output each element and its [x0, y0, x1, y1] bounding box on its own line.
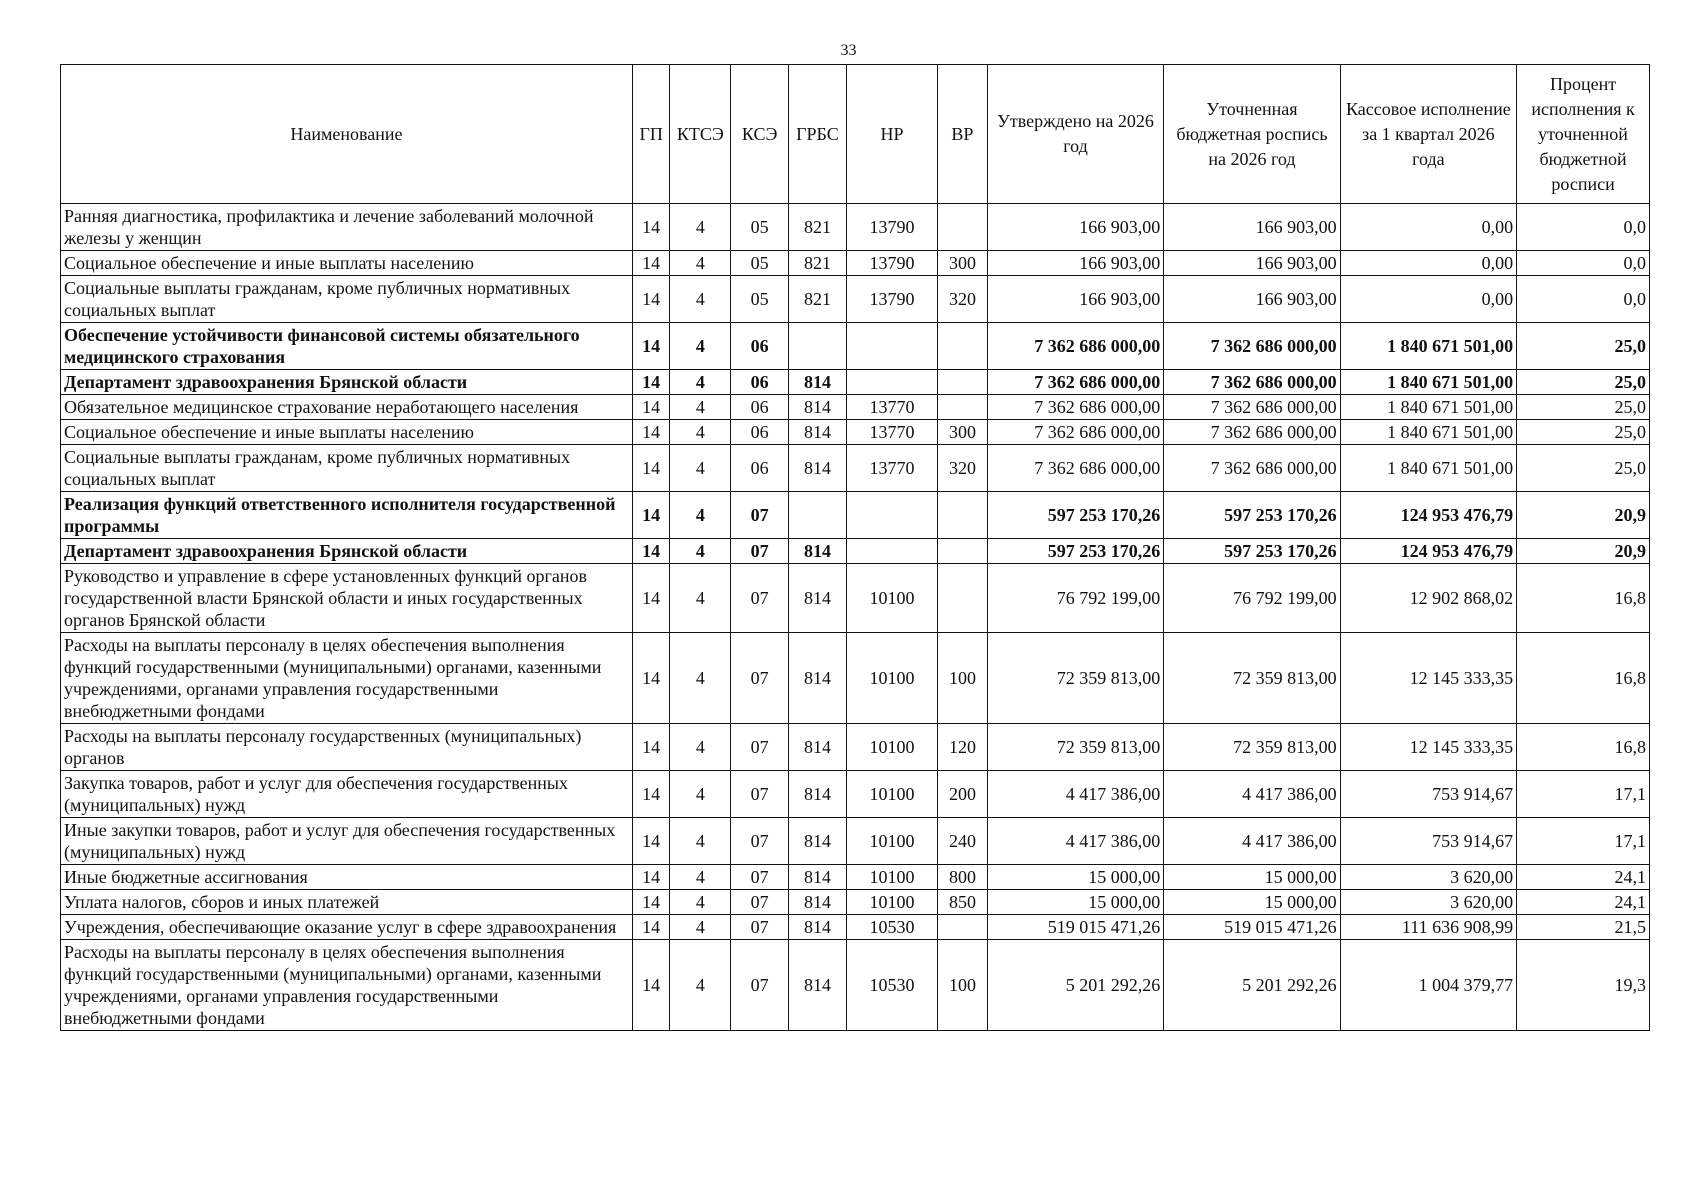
- cell-kse: 07: [731, 865, 789, 890]
- cell-gp: 14: [632, 420, 670, 445]
- cell-approved: 7 362 686 000,00: [987, 395, 1163, 420]
- cell-vr: [938, 370, 988, 395]
- cell-vr: [938, 564, 988, 633]
- cell-kse: 07: [731, 492, 789, 539]
- cell-gp: 14: [632, 724, 670, 771]
- cell-grbs: 814: [789, 633, 847, 724]
- table-row: [61, 445, 1650, 492]
- cell-refined: 15 000,00: [1164, 890, 1340, 915]
- cell-gp: 14: [632, 204, 670, 251]
- cell-percent: 21,5: [1517, 915, 1650, 940]
- table-row: [61, 370, 1650, 395]
- cell-name: Реализация функций ответственного исполнителя государственной программы: [61, 492, 633, 539]
- cell-grbs: 814: [789, 564, 847, 633]
- header-name: Наименование: [61, 65, 633, 204]
- cell-grbs: 814: [789, 771, 847, 818]
- cell-approved: 7 362 686 000,00: [987, 445, 1163, 492]
- cell-vr: 300: [938, 420, 988, 445]
- cell-gp: 14: [632, 564, 670, 633]
- cell-percent: 24,1: [1517, 890, 1650, 915]
- cell-percent: 20,9: [1517, 539, 1650, 564]
- table-row: [61, 915, 1650, 940]
- cell-name: Расходы на выплаты персоналу в целях обеспечения выполнения функций государственными (муниципальными) органами, казенными учреждениями, органами управления государственными внебюджетными фондами: [61, 633, 633, 724]
- cell-vr: 800: [938, 865, 988, 890]
- cell-percent: 17,1: [1517, 818, 1650, 865]
- cell-ktse: 4: [670, 395, 731, 420]
- table-row: [61, 395, 1650, 420]
- cell-gp: 14: [632, 633, 670, 724]
- cell-percent: 16,8: [1517, 633, 1650, 724]
- cell-percent: 25,0: [1517, 445, 1650, 492]
- table-row: [61, 539, 1650, 564]
- cell-cash: 12 145 333,35: [1340, 633, 1516, 724]
- cell-nr: 10530: [846, 940, 937, 1031]
- header-refined: Уточненная бюджетная роспись на 2026 год: [1164, 65, 1340, 204]
- cell-refined: 7 362 686 000,00: [1164, 395, 1340, 420]
- cell-kse: 06: [731, 445, 789, 492]
- cell-refined: 72 359 813,00: [1164, 724, 1340, 771]
- cell-vr: [938, 395, 988, 420]
- header-ktse: КТСЭ: [670, 65, 731, 204]
- cell-gp: 14: [632, 276, 670, 323]
- cell-cash: 1 840 671 501,00: [1340, 420, 1516, 445]
- cell-ktse: 4: [670, 724, 731, 771]
- cell-refined: 7 362 686 000,00: [1164, 323, 1340, 370]
- cell-nr: 10100: [846, 890, 937, 915]
- cell-approved: 15 000,00: [987, 890, 1163, 915]
- cell-vr: [938, 204, 988, 251]
- cell-cash: 124 953 476,79: [1340, 492, 1516, 539]
- cell-name: Закупка товаров, работ и услуг для обеспечения государственных (муниципальных) нужд: [61, 771, 633, 818]
- header-grbs: ГРБС: [789, 65, 847, 204]
- cell-approved: 76 792 199,00: [987, 564, 1163, 633]
- cell-approved: 4 417 386,00: [987, 771, 1163, 818]
- cell-percent: 25,0: [1517, 370, 1650, 395]
- cell-nr: [846, 539, 937, 564]
- cell-approved: 166 903,00: [987, 251, 1163, 276]
- cell-percent: 24,1: [1517, 865, 1650, 890]
- cell-refined: 5 201 292,26: [1164, 940, 1340, 1031]
- cell-grbs: 821: [789, 251, 847, 276]
- cell-name: Социальные выплаты гражданам, кроме публичных нормативных социальных выплат: [61, 276, 633, 323]
- table-row: [61, 865, 1650, 890]
- cell-name: Руководство и управление в сфере установленных функций органов государственной власти Брянской области и иных государственных органов Брянской области: [61, 564, 633, 633]
- cell-name: Социальные выплаты гражданам, кроме публичных нормативных социальных выплат: [61, 445, 633, 492]
- cell-approved: 166 903,00: [987, 276, 1163, 323]
- cell-vr: 320: [938, 276, 988, 323]
- cell-vr: 200: [938, 771, 988, 818]
- cell-cash: 1 840 671 501,00: [1340, 323, 1516, 370]
- cell-percent: 25,0: [1517, 395, 1650, 420]
- cell-vr: 120: [938, 724, 988, 771]
- cell-ktse: 4: [670, 818, 731, 865]
- cell-nr: 10100: [846, 724, 937, 771]
- cell-nr: [846, 370, 937, 395]
- table-row: [61, 492, 1650, 539]
- cell-grbs: 814: [789, 940, 847, 1031]
- table-row: [61, 771, 1650, 818]
- cell-gp: 14: [632, 492, 670, 539]
- cell-cash: 111 636 908,99: [1340, 915, 1516, 940]
- cell-gp: 14: [632, 865, 670, 890]
- cell-ktse: 4: [670, 539, 731, 564]
- cell-percent: 25,0: [1517, 420, 1650, 445]
- cell-vr: [938, 539, 988, 564]
- cell-vr: 850: [938, 890, 988, 915]
- cell-name: Расходы на выплаты персоналу государственных (муниципальных) органов: [61, 724, 633, 771]
- cell-name: Обеспечение устойчивости финансовой системы обязательного медицинского страхования: [61, 323, 633, 370]
- cell-nr: 10100: [846, 865, 937, 890]
- cell-ktse: 4: [670, 251, 731, 276]
- cell-ktse: 4: [670, 323, 731, 370]
- cell-grbs: 814: [789, 420, 847, 445]
- cell-refined: 7 362 686 000,00: [1164, 420, 1340, 445]
- cell-vr: [938, 492, 988, 539]
- cell-grbs: [789, 492, 847, 539]
- cell-gp: 14: [632, 370, 670, 395]
- page-number: 33: [840, 42, 857, 59]
- cell-nr: 10100: [846, 564, 937, 633]
- cell-percent: 16,8: [1517, 724, 1650, 771]
- cell-refined: 4 417 386,00: [1164, 771, 1340, 818]
- cell-cash: 12 902 868,02: [1340, 564, 1516, 633]
- cell-approved: 15 000,00: [987, 865, 1163, 890]
- cell-cash: 0,00: [1340, 204, 1516, 251]
- cell-kse: 07: [731, 724, 789, 771]
- header-nr: НР: [846, 65, 937, 204]
- cell-grbs: 814: [789, 370, 847, 395]
- table-row: [61, 724, 1650, 771]
- cell-cash: 1 840 671 501,00: [1340, 445, 1516, 492]
- cell-percent: 25,0: [1517, 323, 1650, 370]
- cell-ktse: 4: [670, 445, 731, 492]
- cell-kse: 07: [731, 564, 789, 633]
- cell-name: Департамент здравоохранения Брянской области: [61, 370, 633, 395]
- cell-vr: [938, 323, 988, 370]
- cell-kse: 07: [731, 890, 789, 915]
- cell-cash: 1 840 671 501,00: [1340, 395, 1516, 420]
- cell-refined: 597 253 170,26: [1164, 539, 1340, 564]
- cell-cash: 1 004 379,77: [1340, 940, 1516, 1031]
- cell-approved: 7 362 686 000,00: [987, 420, 1163, 445]
- cell-percent: 0,0: [1517, 251, 1650, 276]
- cell-refined: 519 015 471,26: [1164, 915, 1340, 940]
- cell-percent: 17,1: [1517, 771, 1650, 818]
- cell-grbs: 814: [789, 395, 847, 420]
- cell-refined: 7 362 686 000,00: [1164, 445, 1340, 492]
- cell-approved: 166 903,00: [987, 204, 1163, 251]
- cell-kse: 05: [731, 251, 789, 276]
- cell-cash: 3 620,00: [1340, 865, 1516, 890]
- cell-kse: 07: [731, 771, 789, 818]
- cell-grbs: 814: [789, 818, 847, 865]
- cell-vr: 300: [938, 251, 988, 276]
- cell-percent: 0,0: [1517, 204, 1650, 251]
- cell-approved: 7 362 686 000,00: [987, 323, 1163, 370]
- cell-nr: [846, 323, 937, 370]
- cell-vr: 240: [938, 818, 988, 865]
- cell-kse: 05: [731, 276, 789, 323]
- cell-refined: 597 253 170,26: [1164, 492, 1340, 539]
- cell-vr: 320: [938, 445, 988, 492]
- cell-ktse: 4: [670, 865, 731, 890]
- cell-refined: 7 362 686 000,00: [1164, 370, 1340, 395]
- table-body: [61, 204, 1650, 1031]
- cell-nr: 10100: [846, 818, 937, 865]
- table-row: [61, 251, 1650, 276]
- cell-gp: 14: [632, 539, 670, 564]
- header-cash: Кассовое исполнение за 1 квартал 2026 года: [1340, 65, 1516, 204]
- cell-name: Департамент здравоохранения Брянской области: [61, 539, 633, 564]
- cell-approved: 7 362 686 000,00: [987, 370, 1163, 395]
- cell-gp: 14: [632, 395, 670, 420]
- cell-cash: 753 914,67: [1340, 818, 1516, 865]
- cell-ktse: 4: [670, 370, 731, 395]
- cell-ktse: 4: [670, 564, 731, 633]
- cell-refined: 166 903,00: [1164, 251, 1340, 276]
- cell-name: Учреждения, обеспечивающие оказание услуг в сфере здравоохранения: [61, 915, 633, 940]
- cell-gp: 14: [632, 915, 670, 940]
- cell-refined: 166 903,00: [1164, 204, 1340, 251]
- cell-refined: 4 417 386,00: [1164, 818, 1340, 865]
- cell-grbs: 814: [789, 865, 847, 890]
- cell-name: Иные закупки товаров, работ и услуг для обеспечения государственных (муниципальных) нужд: [61, 818, 633, 865]
- cell-gp: 14: [632, 818, 670, 865]
- cell-grbs: [789, 323, 847, 370]
- cell-approved: 597 253 170,26: [987, 492, 1163, 539]
- cell-approved: 5 201 292,26: [987, 940, 1163, 1031]
- table-row: [61, 276, 1650, 323]
- cell-cash: 12 145 333,35: [1340, 724, 1516, 771]
- cell-gp: 14: [632, 323, 670, 370]
- cell-name: Расходы на выплаты персоналу в целях обеспечения выполнения функций государственными (муниципальными) органами, казенными учреждениями, органами управления государственными внебюджетными фондами: [61, 940, 633, 1031]
- cell-name: Ранняя диагностика, профилактика и лечение заболеваний молочной железы у женщин: [61, 204, 633, 251]
- cell-nr: 10100: [846, 771, 937, 818]
- cell-nr: 13770: [846, 445, 937, 492]
- cell-ktse: 4: [670, 940, 731, 1031]
- cell-refined: 76 792 199,00: [1164, 564, 1340, 633]
- table-row: [61, 940, 1650, 1031]
- cell-grbs: 814: [789, 915, 847, 940]
- table-row: [61, 633, 1650, 724]
- cell-kse: 06: [731, 420, 789, 445]
- cell-kse: 07: [731, 633, 789, 724]
- cell-nr: [846, 492, 937, 539]
- header-percent: Процент исполнения к уточненной бюджетной росписи: [1517, 65, 1650, 204]
- cell-grbs: 814: [789, 539, 847, 564]
- cell-grbs: 821: [789, 276, 847, 323]
- cell-ktse: 4: [670, 915, 731, 940]
- cell-name: Социальное обеспечение и иные выплаты населению: [61, 420, 633, 445]
- cell-ktse: 4: [670, 420, 731, 445]
- cell-nr: 10100: [846, 633, 937, 724]
- cell-refined: 72 359 813,00: [1164, 633, 1340, 724]
- cell-gp: 14: [632, 940, 670, 1031]
- cell-percent: 19,3: [1517, 940, 1650, 1031]
- table-row: [61, 204, 1650, 251]
- header-kse: КСЭ: [731, 65, 789, 204]
- cell-approved: 4 417 386,00: [987, 818, 1163, 865]
- cell-cash: 753 914,67: [1340, 771, 1516, 818]
- cell-nr: 10530: [846, 915, 937, 940]
- cell-nr: 13790: [846, 204, 937, 251]
- cell-cash: 3 620,00: [1340, 890, 1516, 915]
- header-vr: ВР: [938, 65, 988, 204]
- cell-refined: 166 903,00: [1164, 276, 1340, 323]
- table-row: [61, 420, 1650, 445]
- cell-kse: 07: [731, 818, 789, 865]
- cell-percent: 16,8: [1517, 564, 1650, 633]
- cell-approved: 72 359 813,00: [987, 724, 1163, 771]
- cell-ktse: 4: [670, 492, 731, 539]
- cell-approved: 597 253 170,26: [987, 539, 1163, 564]
- header-approved: Утверждено на 2026 год: [987, 65, 1163, 204]
- budget-execution-table: [60, 64, 1650, 1031]
- table-row: [61, 323, 1650, 370]
- cell-grbs: 814: [789, 724, 847, 771]
- cell-nr: 13790: [846, 276, 937, 323]
- cell-cash: 1 840 671 501,00: [1340, 370, 1516, 395]
- cell-cash: 124 953 476,79: [1340, 539, 1516, 564]
- cell-percent: 0,0: [1517, 276, 1650, 323]
- cell-kse: 06: [731, 323, 789, 370]
- cell-gp: 14: [632, 771, 670, 818]
- cell-kse: 06: [731, 370, 789, 395]
- table-row: [61, 890, 1650, 915]
- cell-nr: 13790: [846, 251, 937, 276]
- cell-name: Иные бюджетные ассигнования: [61, 865, 633, 890]
- cell-kse: 05: [731, 204, 789, 251]
- cell-nr: 13770: [846, 420, 937, 445]
- cell-grbs: 821: [789, 204, 847, 251]
- cell-ktse: 4: [670, 276, 731, 323]
- table-header-row: [61, 65, 1650, 204]
- cell-gp: 14: [632, 445, 670, 492]
- cell-ktse: 4: [670, 890, 731, 915]
- cell-approved: 519 015 471,26: [987, 915, 1163, 940]
- cell-cash: 0,00: [1340, 276, 1516, 323]
- cell-kse: 07: [731, 940, 789, 1031]
- cell-grbs: 814: [789, 890, 847, 915]
- table-row: [61, 564, 1650, 633]
- cell-ktse: 4: [670, 771, 731, 818]
- cell-kse: 06: [731, 395, 789, 420]
- cell-name: Обязательное медицинское страхование неработающего населения: [61, 395, 633, 420]
- cell-percent: 20,9: [1517, 492, 1650, 539]
- cell-refined: 15 000,00: [1164, 865, 1340, 890]
- cell-approved: 72 359 813,00: [987, 633, 1163, 724]
- cell-grbs: 814: [789, 445, 847, 492]
- cell-vr: [938, 915, 988, 940]
- cell-name: Уплата налогов, сборов и иных платежей: [61, 890, 633, 915]
- cell-nr: 13770: [846, 395, 937, 420]
- cell-cash: 0,00: [1340, 251, 1516, 276]
- cell-kse: 07: [731, 539, 789, 564]
- cell-ktse: 4: [670, 204, 731, 251]
- cell-ktse: 4: [670, 633, 731, 724]
- table-row: [61, 818, 1650, 865]
- cell-gp: 14: [632, 251, 670, 276]
- header-gp: ГП: [632, 65, 670, 204]
- cell-name: Социальное обеспечение и иные выплаты населению: [61, 251, 633, 276]
- cell-gp: 14: [632, 890, 670, 915]
- cell-vr: 100: [938, 940, 988, 1031]
- cell-kse: 07: [731, 915, 789, 940]
- cell-vr: 100: [938, 633, 988, 724]
